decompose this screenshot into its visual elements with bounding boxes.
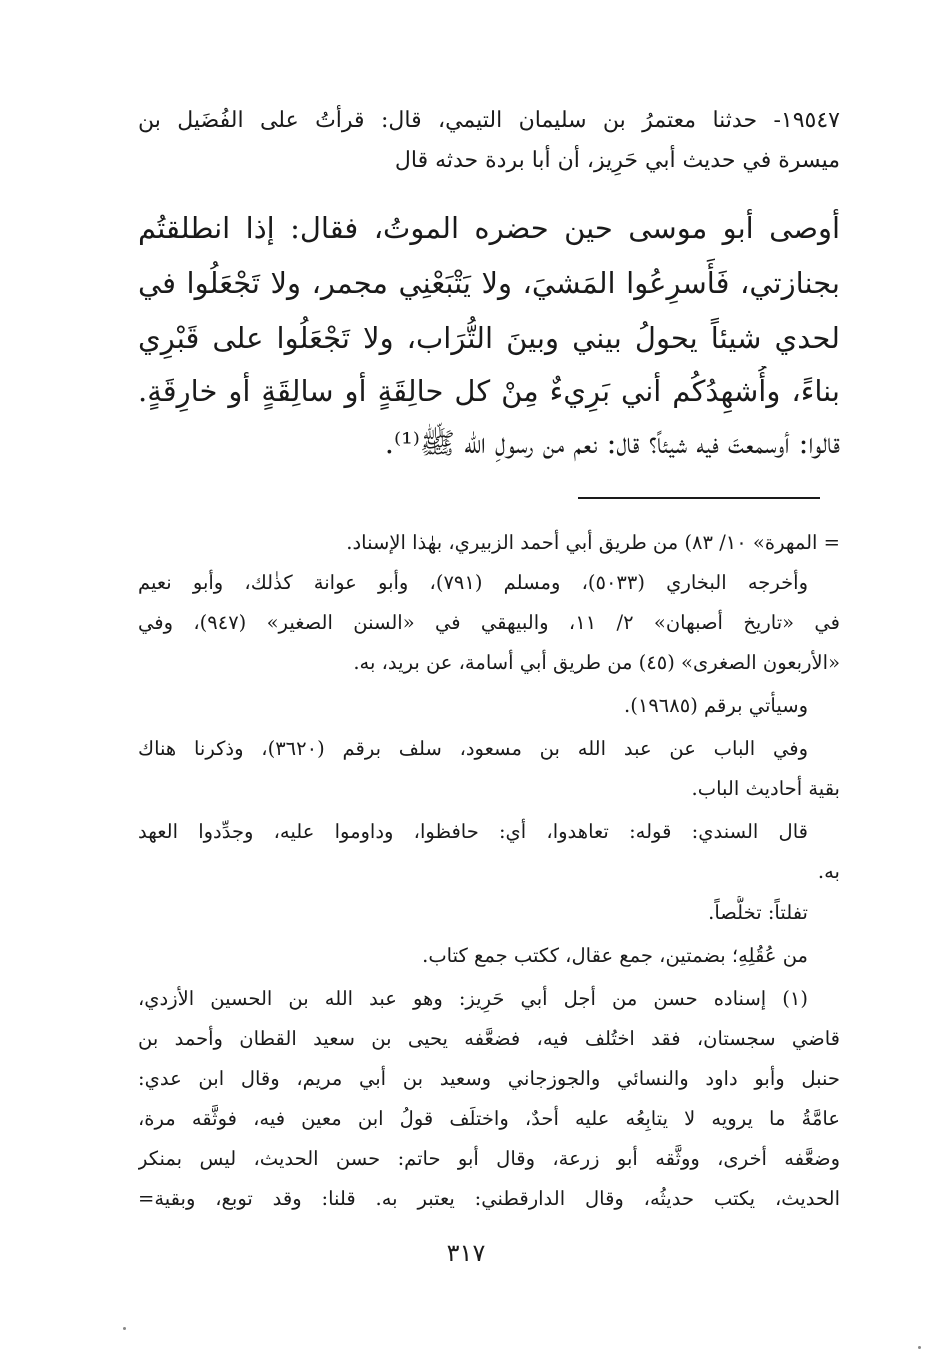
footnote-1-line-3: حنبل وأبو داود والنسائي والجوزجاني وسعيد بن أبي مريم، وقال ابن عدي: — [138, 1067, 840, 1090]
footnote-separator — [578, 497, 820, 499]
intro-line-2: ميسرة في حديث أبي حَرِيز، أن أبا بردة حدثه قال — [394, 148, 840, 173]
footnote-1-line-1: (١) إسناده حسن من أجل أبي حَرِيز: وهو عبد الله بن الحسين الأزدي، — [138, 987, 808, 1010]
note-line-1: = المهرة» ١٠/ ٨٣) من طريق أبي أحمد الزبيري، بهٰذا الإسناد. — [346, 531, 840, 554]
note-line-9: به. — [817, 860, 840, 883]
note-line-8: قال السندي: قوله: تعاهدوا، أي: حافظوا، وداوموا عليه، وجدِّدوا العهد — [138, 820, 808, 843]
hadith-line-2: بجنازتي، فَأَسرِعُوا المَشيَ، ولا يَتْبَعْنِي مجمر، ولا تَجْعَلُوا في — [138, 266, 840, 300]
footnote-1-line-2: قاضي سجستان، فقد اختُلف فيه، فضعَّفه يحيى بن سعيد القطان وأحمد بن — [138, 1027, 840, 1050]
hadith-line-1: أوصى أبو موسى حين حضره الموتُ، فقال: إذا انطلقتُم — [138, 211, 840, 245]
hadith-line-3: لحدي شيئاً يحولُ بيني وبينَ التُّرَاب، ولا تَجْعَلُوا على قَبْرِي — [138, 321, 840, 355]
intro-line-1: ١٩٥٤٧- حدثنا معتمرُ بن سليمان التيمي، قال: قرأتُ على الفُضَيل بن — [138, 108, 840, 133]
scan-speck — [918, 1346, 921, 1349]
hadith-line-5: قالوا: أوسمعتَ فيه شيئاً؟ قال: نعم من رسولِ الله ﷺ⁽¹⁾. — [384, 426, 840, 460]
hadith-line-4: بناءً، وأُشهِدُكُم أني بَرِيءٌ مِنْ كل حالِقَةٍ أو سالِقَةٍ أو خارِقَةٍ. — [138, 374, 840, 408]
page-number: ٣١٧ — [446, 1239, 486, 1267]
footnote-1-line-4: عامَّةُ ما يرويه لا يتابِعُه عليه أحدٌ، واختلَف قولُ ابن معين فيه، فوثَّقه مرة، — [138, 1107, 840, 1130]
note-line-10: تفلتاً: تخلُّصاً. — [708, 901, 808, 924]
scan-speck — [123, 1327, 126, 1330]
note-line-7: بقية أحاديث الباب. — [691, 777, 840, 800]
note-line-2: وأخرجه البخاري (٥٠٣٣)، ومسلم (٧٩١)، وأبو عوانة كذٰلك، وأبو نعيم — [138, 571, 808, 594]
footnote-1-line-5: وضعَّفه أخرى، ووثَّقه أبو زرعة، وقال أبو حاتم: حسن الحديث، ليس بمنكر — [138, 1147, 840, 1170]
note-line-5: وسيأتي برقم (١٩٦٨٥). — [624, 694, 808, 717]
note-line-6: وفي الباب عن عبد الله بن مسعود، سلف برقم (٣٦٢٠)، وذكرنا هناك — [138, 737, 808, 760]
note-line-3: في «تاريخ أصبهان» ٢/ ١١، والبيهقي في «السنن الصغير» (٩٤٧)، وفي — [138, 611, 840, 634]
note-line-11: من عُقُلِهِ؛ بضمتين، جمع عقال، ككتب جمع كتاب. — [422, 944, 808, 967]
footnote-1-line-6: الحديث، يكتب حديثُه، وقال الدارقطني: يعتبر به. قلنا: وقد توبع، وبقية= — [138, 1187, 840, 1210]
note-line-4: «الأربعون الصغرى» (٤٥) من طريق أبي أسامة، عن بريد، به. — [353, 651, 840, 674]
